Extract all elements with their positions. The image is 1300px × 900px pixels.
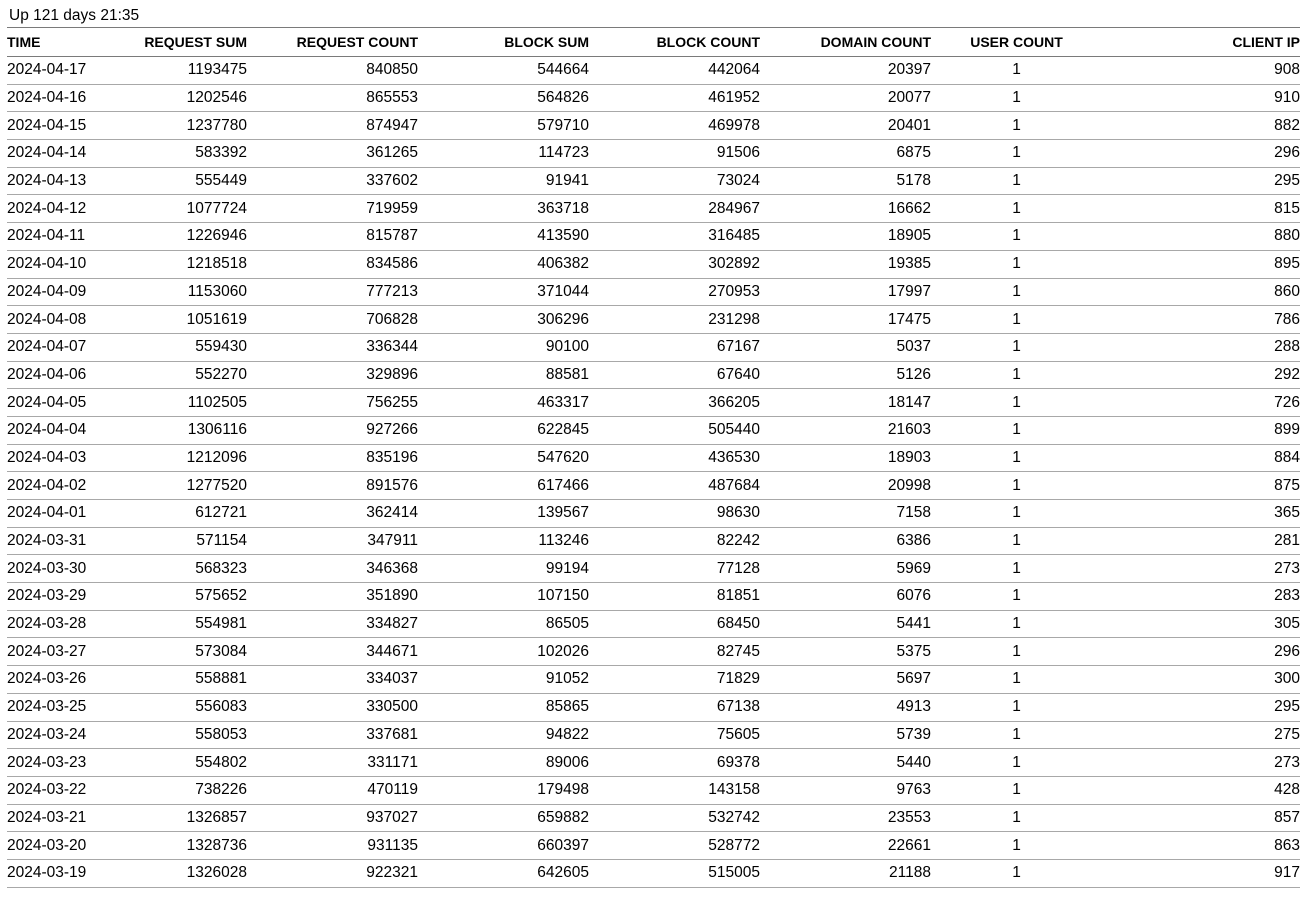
cell-request-sum: 583392 <box>127 140 247 168</box>
cell-domain-count: 21603 <box>760 416 931 444</box>
cell-user-count: 1 <box>931 389 1102 417</box>
cell-request-sum: 556083 <box>127 693 247 721</box>
cell-client-ip: 815 <box>1102 195 1300 223</box>
column-header-client-ip: CLIENT IP <box>1102 28 1300 57</box>
cell-time: 2024-04-11 <box>7 223 127 251</box>
cell-request-count: 874947 <box>247 112 418 140</box>
cell-time: 2024-03-25 <box>7 693 127 721</box>
cell-client-ip: 296 <box>1102 140 1300 168</box>
cell-request-count: 777213 <box>247 278 418 306</box>
cell-client-ip: 273 <box>1102 749 1300 777</box>
cell-time: 2024-03-23 <box>7 749 127 777</box>
cell-domain-count: 5375 <box>760 638 931 666</box>
cell-block-sum: 99194 <box>418 555 589 583</box>
table-row <box>7 527 1300 555</box>
table-row <box>7 804 1300 832</box>
cell-time: 2024-04-05 <box>7 389 127 417</box>
cell-request-sum: 555449 <box>127 167 247 195</box>
cell-request-sum: 1326028 <box>127 859 247 887</box>
cell-block-count: 81851 <box>589 583 760 611</box>
cell-time: 2024-04-12 <box>7 195 127 223</box>
cell-request-sum: 568323 <box>127 555 247 583</box>
cell-request-sum: 1306116 <box>127 416 247 444</box>
cell-user-count: 1 <box>931 859 1102 887</box>
cell-user-count: 1 <box>931 555 1102 583</box>
table-row <box>7 167 1300 195</box>
cell-block-count: 67138 <box>589 693 760 721</box>
cell-time: 2024-04-15 <box>7 112 127 140</box>
cell-block-sum: 659882 <box>418 804 589 832</box>
table-header <box>7 28 1300 57</box>
cell-request-count: 337602 <box>247 167 418 195</box>
cell-domain-count: 5441 <box>760 610 931 638</box>
cell-block-sum: 306296 <box>418 306 589 334</box>
cell-request-sum: 554802 <box>127 749 247 777</box>
cell-block-count: 82242 <box>589 527 760 555</box>
cell-request-count: 331171 <box>247 749 418 777</box>
cell-block-count: 436530 <box>589 444 760 472</box>
cell-time: 2024-03-24 <box>7 721 127 749</box>
cell-client-ip: 875 <box>1102 472 1300 500</box>
cell-block-sum: 579710 <box>418 112 589 140</box>
cell-client-ip: 428 <box>1102 776 1300 804</box>
cell-time: 2024-04-16 <box>7 84 127 112</box>
cell-request-count: 922321 <box>247 859 418 887</box>
cell-domain-count: 16662 <box>760 195 931 223</box>
column-header-domain-count: DOMAIN COUNT <box>760 28 931 57</box>
cell-block-count: 73024 <box>589 167 760 195</box>
table-row <box>7 638 1300 666</box>
cell-domain-count: 5178 <box>760 167 931 195</box>
cell-request-count: 840850 <box>247 57 418 85</box>
cell-domain-count: 17997 <box>760 278 931 306</box>
cell-block-sum: 642605 <box>418 859 589 887</box>
cell-client-ip: 281 <box>1102 527 1300 555</box>
cell-domain-count: 20077 <box>760 84 931 112</box>
cell-block-count: 316485 <box>589 223 760 251</box>
cell-time: 2024-04-01 <box>7 500 127 528</box>
table-row <box>7 195 1300 223</box>
cell-request-sum: 1051619 <box>127 306 247 334</box>
cell-user-count: 1 <box>931 112 1102 140</box>
cell-block-count: 91506 <box>589 140 760 168</box>
cell-block-count: 98630 <box>589 500 760 528</box>
cell-request-sum: 1277520 <box>127 472 247 500</box>
cell-client-ip: 273 <box>1102 555 1300 583</box>
table-row <box>7 333 1300 361</box>
cell-request-sum: 1193475 <box>127 57 247 85</box>
table-row <box>7 749 1300 777</box>
cell-block-sum: 463317 <box>418 389 589 417</box>
cell-user-count: 1 <box>931 140 1102 168</box>
cell-user-count: 1 <box>931 749 1102 777</box>
cell-domain-count: 23553 <box>760 804 931 832</box>
cell-domain-count: 4913 <box>760 693 931 721</box>
cell-client-ip: 899 <box>1102 416 1300 444</box>
cell-block-sum: 94822 <box>418 721 589 749</box>
cell-block-count: 68450 <box>589 610 760 638</box>
cell-block-count: 71829 <box>589 666 760 694</box>
cell-block-count: 69378 <box>589 749 760 777</box>
cell-request-sum: 554981 <box>127 610 247 638</box>
cell-time: 2024-04-08 <box>7 306 127 334</box>
cell-block-sum: 371044 <box>418 278 589 306</box>
table-row <box>7 693 1300 721</box>
table-row <box>7 500 1300 528</box>
cell-request-count: 347911 <box>247 527 418 555</box>
cell-request-count: 336344 <box>247 333 418 361</box>
cell-request-count: 334037 <box>247 666 418 694</box>
cell-user-count: 1 <box>931 333 1102 361</box>
cell-block-count: 487684 <box>589 472 760 500</box>
cell-block-count: 77128 <box>589 555 760 583</box>
cell-block-count: 231298 <box>589 306 760 334</box>
cell-block-sum: 547620 <box>418 444 589 472</box>
cell-user-count: 1 <box>931 472 1102 500</box>
cell-block-sum: 617466 <box>418 472 589 500</box>
cell-client-ip: 305 <box>1102 610 1300 638</box>
cell-domain-count: 5037 <box>760 333 931 361</box>
cell-user-count: 1 <box>931 610 1102 638</box>
cell-block-sum: 90100 <box>418 333 589 361</box>
cell-user-count: 1 <box>931 250 1102 278</box>
table-row <box>7 776 1300 804</box>
cell-client-ip: 786 <box>1102 306 1300 334</box>
cell-client-ip: 288 <box>1102 333 1300 361</box>
header-row <box>7 28 1300 57</box>
column-header-request-count: REQUEST COUNT <box>247 28 418 57</box>
cell-block-sum: 86505 <box>418 610 589 638</box>
cell-request-sum: 1153060 <box>127 278 247 306</box>
cell-request-sum: 1102505 <box>127 389 247 417</box>
cell-block-count: 284967 <box>589 195 760 223</box>
cell-user-count: 1 <box>931 500 1102 528</box>
cell-request-sum: 1328736 <box>127 832 247 860</box>
cell-time: 2024-03-31 <box>7 527 127 555</box>
cell-request-sum: 1077724 <box>127 195 247 223</box>
cell-block-count: 366205 <box>589 389 760 417</box>
cell-block-count: 505440 <box>589 416 760 444</box>
column-header-block-count: BLOCK COUNT <box>589 28 760 57</box>
cell-client-ip: 275 <box>1102 721 1300 749</box>
cell-time: 2024-03-29 <box>7 583 127 611</box>
cell-block-count: 442064 <box>589 57 760 85</box>
cell-client-ip: 295 <box>1102 167 1300 195</box>
cell-domain-count: 7158 <box>760 500 931 528</box>
cell-block-count: 515005 <box>589 859 760 887</box>
cell-request-count: 931135 <box>247 832 418 860</box>
table-body <box>7 57 1300 888</box>
cell-domain-count: 18903 <box>760 444 931 472</box>
cell-domain-count: 20401 <box>760 112 931 140</box>
table-row <box>7 472 1300 500</box>
cell-request-count: 756255 <box>247 389 418 417</box>
cell-user-count: 1 <box>931 306 1102 334</box>
cell-request-count: 891576 <box>247 472 418 500</box>
cell-request-sum: 612721 <box>127 500 247 528</box>
cell-request-count: 835196 <box>247 444 418 472</box>
cell-domain-count: 18905 <box>760 223 931 251</box>
cell-user-count: 1 <box>931 527 1102 555</box>
cell-block-sum: 102026 <box>418 638 589 666</box>
cell-client-ip: 857 <box>1102 804 1300 832</box>
cell-client-ip: 300 <box>1102 666 1300 694</box>
cell-time: 2024-04-03 <box>7 444 127 472</box>
column-header-block-sum: BLOCK SUM <box>418 28 589 57</box>
cell-domain-count: 5969 <box>760 555 931 583</box>
cell-request-count: 361265 <box>247 140 418 168</box>
cell-domain-count: 18147 <box>760 389 931 417</box>
cell-domain-count: 6875 <box>760 140 931 168</box>
cell-block-sum: 88581 <box>418 361 589 389</box>
cell-request-count: 330500 <box>247 693 418 721</box>
cell-client-ip: 895 <box>1102 250 1300 278</box>
cell-user-count: 1 <box>931 693 1102 721</box>
cell-block-sum: 91941 <box>418 167 589 195</box>
cell-client-ip: 917 <box>1102 859 1300 887</box>
table-row <box>7 389 1300 417</box>
cell-client-ip: 292 <box>1102 361 1300 389</box>
cell-request-count: 346368 <box>247 555 418 583</box>
cell-time: 2024-04-14 <box>7 140 127 168</box>
cell-request-count: 351890 <box>247 583 418 611</box>
cell-client-ip: 296 <box>1102 638 1300 666</box>
cell-request-sum: 1326857 <box>127 804 247 832</box>
table-row <box>7 859 1300 887</box>
column-header-user-count: USER COUNT <box>931 28 1102 57</box>
table-row <box>7 306 1300 334</box>
cell-request-sum: 573084 <box>127 638 247 666</box>
cell-user-count: 1 <box>931 721 1102 749</box>
cell-request-count: 834586 <box>247 250 418 278</box>
table-row <box>7 666 1300 694</box>
cell-time: 2024-04-04 <box>7 416 127 444</box>
cell-block-count: 82745 <box>589 638 760 666</box>
table-row <box>7 444 1300 472</box>
cell-time: 2024-04-13 <box>7 167 127 195</box>
cell-block-count: 67640 <box>589 361 760 389</box>
column-header-time: TIME <box>7 28 127 57</box>
cell-domain-count: 9763 <box>760 776 931 804</box>
cell-time: 2024-03-22 <box>7 776 127 804</box>
cell-block-sum: 363718 <box>418 195 589 223</box>
cell-domain-count: 5697 <box>760 666 931 694</box>
cell-block-count: 528772 <box>589 832 760 860</box>
cell-time: 2024-04-02 <box>7 472 127 500</box>
cell-time: 2024-04-10 <box>7 250 127 278</box>
cell-block-sum: 91052 <box>418 666 589 694</box>
cell-block-count: 469978 <box>589 112 760 140</box>
table-row <box>7 57 1300 85</box>
cell-client-ip: 908 <box>1102 57 1300 85</box>
cell-user-count: 1 <box>931 832 1102 860</box>
cell-user-count: 1 <box>931 583 1102 611</box>
cell-block-count: 270953 <box>589 278 760 306</box>
cell-block-count: 302892 <box>589 250 760 278</box>
cell-block-count: 75605 <box>589 721 760 749</box>
stats-table <box>7 27 1300 888</box>
cell-time: 2024-03-28 <box>7 610 127 638</box>
cell-request-sum: 1237780 <box>127 112 247 140</box>
cell-request-sum: 552270 <box>127 361 247 389</box>
cell-request-sum: 1202546 <box>127 84 247 112</box>
table-row <box>7 555 1300 583</box>
cell-request-sum: 571154 <box>127 527 247 555</box>
cell-domain-count: 17475 <box>760 306 931 334</box>
cell-user-count: 1 <box>931 416 1102 444</box>
cell-user-count: 1 <box>931 278 1102 306</box>
table-row <box>7 583 1300 611</box>
cell-user-count: 1 <box>931 84 1102 112</box>
cell-time: 2024-03-19 <box>7 859 127 887</box>
cell-request-sum: 575652 <box>127 583 247 611</box>
cell-domain-count: 6076 <box>760 583 931 611</box>
cell-client-ip: 726 <box>1102 389 1300 417</box>
cell-request-count: 470119 <box>247 776 418 804</box>
cell-domain-count: 22661 <box>760 832 931 860</box>
cell-user-count: 1 <box>931 361 1102 389</box>
cell-block-sum: 85865 <box>418 693 589 721</box>
cell-user-count: 1 <box>931 57 1102 85</box>
cell-block-count: 143158 <box>589 776 760 804</box>
cell-time: 2024-03-27 <box>7 638 127 666</box>
cell-block-sum: 406382 <box>418 250 589 278</box>
cell-block-sum: 113246 <box>418 527 589 555</box>
cell-request-count: 334827 <box>247 610 418 638</box>
cell-user-count: 1 <box>931 666 1102 694</box>
cell-block-count: 532742 <box>589 804 760 832</box>
cell-client-ip: 283 <box>1102 583 1300 611</box>
cell-request-count: 865553 <box>247 84 418 112</box>
table-row <box>7 223 1300 251</box>
cell-request-count: 937027 <box>247 804 418 832</box>
cell-block-sum: 179498 <box>418 776 589 804</box>
cell-client-ip: 910 <box>1102 84 1300 112</box>
cell-client-ip: 860 <box>1102 278 1300 306</box>
cell-user-count: 1 <box>931 223 1102 251</box>
cell-time: 2024-03-21 <box>7 804 127 832</box>
table-row <box>7 250 1300 278</box>
cell-domain-count: 20998 <box>760 472 931 500</box>
cell-block-count: 461952 <box>589 84 760 112</box>
cell-time: 2024-03-20 <box>7 832 127 860</box>
table-row <box>7 112 1300 140</box>
cell-user-count: 1 <box>931 638 1102 666</box>
cell-block-sum: 139567 <box>418 500 589 528</box>
cell-user-count: 1 <box>931 167 1102 195</box>
cell-domain-count: 5739 <box>760 721 931 749</box>
cell-domain-count: 6386 <box>760 527 931 555</box>
cell-block-sum: 89006 <box>418 749 589 777</box>
cell-domain-count: 20397 <box>760 57 931 85</box>
cell-request-count: 927266 <box>247 416 418 444</box>
table-row <box>7 721 1300 749</box>
cell-user-count: 1 <box>931 776 1102 804</box>
cell-time: 2024-04-06 <box>7 361 127 389</box>
cell-request-count: 706828 <box>247 306 418 334</box>
uptime-status: Up 121 days 21:35 <box>9 7 140 24</box>
cell-request-sum: 558881 <box>127 666 247 694</box>
cell-domain-count: 19385 <box>760 250 931 278</box>
cell-request-count: 815787 <box>247 223 418 251</box>
cell-request-count: 344671 <box>247 638 418 666</box>
table-row <box>7 84 1300 112</box>
cell-time: 2024-03-30 <box>7 555 127 583</box>
cell-block-sum: 107150 <box>418 583 589 611</box>
cell-request-sum: 1218518 <box>127 250 247 278</box>
cell-client-ip: 884 <box>1102 444 1300 472</box>
cell-block-sum: 544664 <box>418 57 589 85</box>
table-row <box>7 140 1300 168</box>
cell-client-ip: 882 <box>1102 112 1300 140</box>
cell-block-sum: 564826 <box>418 84 589 112</box>
cell-time: 2024-03-26 <box>7 666 127 694</box>
cell-request-sum: 558053 <box>127 721 247 749</box>
cell-client-ip: 863 <box>1102 832 1300 860</box>
table-row <box>7 610 1300 638</box>
table-row <box>7 416 1300 444</box>
cell-block-sum: 114723 <box>418 140 589 168</box>
cell-block-sum: 413590 <box>418 223 589 251</box>
table-row <box>7 832 1300 860</box>
cell-request-sum: 738226 <box>127 776 247 804</box>
cell-domain-count: 21188 <box>760 859 931 887</box>
cell-request-sum: 1212096 <box>127 444 247 472</box>
cell-request-sum: 559430 <box>127 333 247 361</box>
cell-request-count: 719959 <box>247 195 418 223</box>
cell-domain-count: 5126 <box>760 361 931 389</box>
cell-client-ip: 880 <box>1102 223 1300 251</box>
cell-time: 2024-04-09 <box>7 278 127 306</box>
cell-request-sum: 1226946 <box>127 223 247 251</box>
cell-block-sum: 622845 <box>418 416 589 444</box>
cell-time: 2024-04-07 <box>7 333 127 361</box>
table-row <box>7 361 1300 389</box>
cell-client-ip: 365 <box>1102 500 1300 528</box>
cell-block-sum: 660397 <box>418 832 589 860</box>
cell-user-count: 1 <box>931 804 1102 832</box>
cell-user-count: 1 <box>931 444 1102 472</box>
cell-time: 2024-04-17 <box>7 57 127 85</box>
cell-user-count: 1 <box>931 195 1102 223</box>
cell-request-count: 329896 <box>247 361 418 389</box>
table-row <box>7 278 1300 306</box>
cell-domain-count: 5440 <box>760 749 931 777</box>
column-header-request-sum: REQUEST SUM <box>127 28 247 57</box>
cell-request-count: 337681 <box>247 721 418 749</box>
cell-request-count: 362414 <box>247 500 418 528</box>
cell-block-count: 67167 <box>589 333 760 361</box>
cell-client-ip: 295 <box>1102 693 1300 721</box>
